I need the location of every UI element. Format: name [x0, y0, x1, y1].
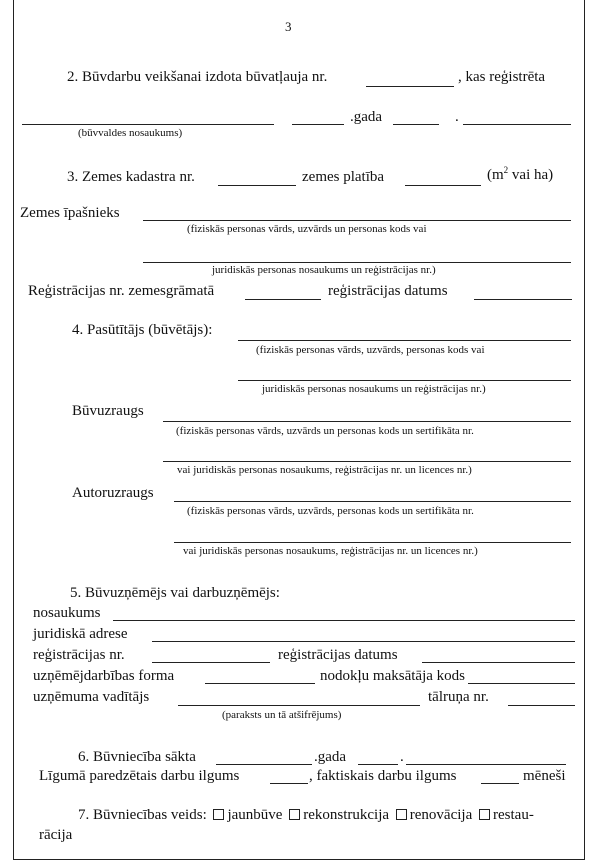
- client-label: 4. Pasūtītājs (būvētājs):: [72, 322, 213, 338]
- new-build-label: jaunbūve: [227, 807, 283, 823]
- author-supervisor-field-2[interactable]: [174, 542, 571, 543]
- construction-start-day-field[interactable]: [406, 764, 566, 765]
- contractor-regdate-field[interactable]: [422, 662, 575, 663]
- building-authority-field[interactable]: [22, 124, 274, 125]
- year-label: .gada: [350, 109, 383, 125]
- supervisor-field-1[interactable]: [163, 421, 571, 422]
- land-register-date-field[interactable]: [474, 299, 572, 300]
- land-owner-caption-1: (fiziskās personas vārds, uzvārds un personas kods vai: [187, 223, 427, 235]
- land-owner-field-1[interactable]: [143, 220, 571, 221]
- start-date-dot: .: [400, 749, 404, 765]
- building-authority-caption: (būvvaldes nosaukums): [78, 127, 183, 139]
- actual-duration-field[interactable]: [481, 783, 519, 784]
- contractor-address-field[interactable]: [152, 641, 575, 642]
- contractor-name-label: nosaukums: [33, 605, 101, 621]
- cadastre-label: 3. Zemes kadastra nr.: [67, 169, 195, 185]
- client-caption-2: juridiskās personas nosaukums un reģistrācijas nr.): [262, 383, 486, 395]
- reconstruction-label: rekonstrukcija: [303, 807, 390, 823]
- land-owner-label: Zemes īpašnieks: [20, 205, 120, 221]
- construction-start-month-field[interactable]: [358, 764, 398, 765]
- land-area-label: zemes platība: [302, 169, 385, 185]
- contractor-title: 5. Būvuzņēmējs vai darbuzņēmējs:: [70, 585, 280, 601]
- supervisor-label: Būvuzraugs: [72, 403, 144, 419]
- planned-duration-label: Līgumā paredzētais darbu ilgums: [39, 768, 240, 784]
- registered-label: , kas reģistrēta: [458, 69, 546, 85]
- author-supervisor-caption-2: vai juridiskās personas nosaukums, reģistrācijas nr. un licences nr.): [183, 545, 478, 557]
- signature-caption: (paraksts un tā atšifrējums): [222, 709, 342, 721]
- construction-start-label: 6. Būvniecība sākta: [78, 749, 196, 765]
- permit-number-field[interactable]: [366, 86, 454, 87]
- business-form-label: uzņēmējdarbības forma: [33, 668, 175, 684]
- company-head-field[interactable]: [178, 705, 420, 706]
- contractor-name-field[interactable]: [113, 620, 575, 621]
- client-field-2[interactable]: [238, 380, 571, 381]
- permit-day-field[interactable]: [463, 124, 571, 125]
- land-register-date-label: reģistrācijas datums: [328, 283, 448, 299]
- land-area-field[interactable]: [405, 185, 481, 186]
- land-owner-field-2[interactable]: [143, 262, 571, 263]
- page-number: 3: [285, 19, 292, 34]
- business-form-field[interactable]: [205, 683, 315, 684]
- company-head-label: uzņēmuma vadītājs: [33, 689, 150, 705]
- author-supervisor-field-1[interactable]: [174, 501, 571, 502]
- client-caption-1: (fiziskās personas vārds, uzvārds, personas kods vai: [256, 344, 485, 356]
- tax-code-field[interactable]: [468, 683, 575, 684]
- restoration-label: restau-: [493, 807, 534, 823]
- client-field-1[interactable]: [238, 340, 571, 341]
- supervisor-caption-1: (fiziskās personas vārds, uzvārds un personas kods un sertifikāta nr.: [176, 425, 474, 437]
- restoration-label-cont: rācija: [39, 827, 73, 843]
- land-register-label: Reģistrācijas nr. zemesgrāmatā: [28, 283, 215, 299]
- permit-label: 2. Būvdarbu veikšanai izdota būvatļauja nr.: [67, 69, 328, 85]
- planned-duration-field[interactable]: [270, 783, 308, 784]
- construction-type-row: [78, 808, 534, 823]
- land-owner-caption-2: juridiskās personas nosaukums un reģistrācijas nr.): [212, 264, 436, 276]
- reconstruction-checkbox[interactable]: [289, 809, 300, 820]
- actual-duration-label: , faktiskais darbu ilgums: [309, 768, 457, 784]
- renovation-label: renovācija: [409, 807, 473, 823]
- permit-month-field[interactable]: [393, 124, 439, 125]
- land-register-number-field[interactable]: [245, 299, 321, 300]
- months-label: mēneši: [523, 768, 566, 784]
- author-supervisor-label: Autoruzraugs: [72, 485, 154, 501]
- construction-type-label: 7. Būvniecības veids:: [78, 807, 207, 823]
- author-supervisor-caption-1: (fiziskās personas vārds, uzvārds, personas kods un sertifikāta nr.: [187, 505, 474, 517]
- contractor-regnr-field[interactable]: [152, 662, 270, 663]
- construction-start-year-field[interactable]: [216, 764, 312, 765]
- permit-year-field[interactable]: [292, 124, 344, 125]
- supervisor-caption-2: vai juridiskās personas nosaukums, reģistrācijas nr. un licences nr.): [177, 464, 472, 476]
- contractor-address-label: juridiskā adrese: [33, 626, 128, 642]
- date-dot: .: [455, 109, 459, 125]
- supervisor-field-2[interactable]: [163, 461, 571, 462]
- contractor-regdate-label: reģistrācijas datums: [278, 647, 398, 663]
- area-unit-label: ($m^2$ vai ha): [487, 165, 554, 183]
- new-build-checkbox[interactable]: [213, 809, 224, 820]
- cadastre-number-field[interactable]: [218, 185, 296, 186]
- phone-field[interactable]: [508, 705, 575, 706]
- contractor-regnr-label: reģistrācijas nr.: [33, 647, 125, 663]
- start-year-label: .gada: [314, 749, 347, 765]
- tax-code-label: nodokļu maksātāja kods: [320, 668, 465, 684]
- phone-label: tālruņa nr.: [428, 689, 489, 705]
- restoration-checkbox[interactable]: [479, 809, 490, 820]
- renovation-checkbox[interactable]: [396, 809, 407, 820]
